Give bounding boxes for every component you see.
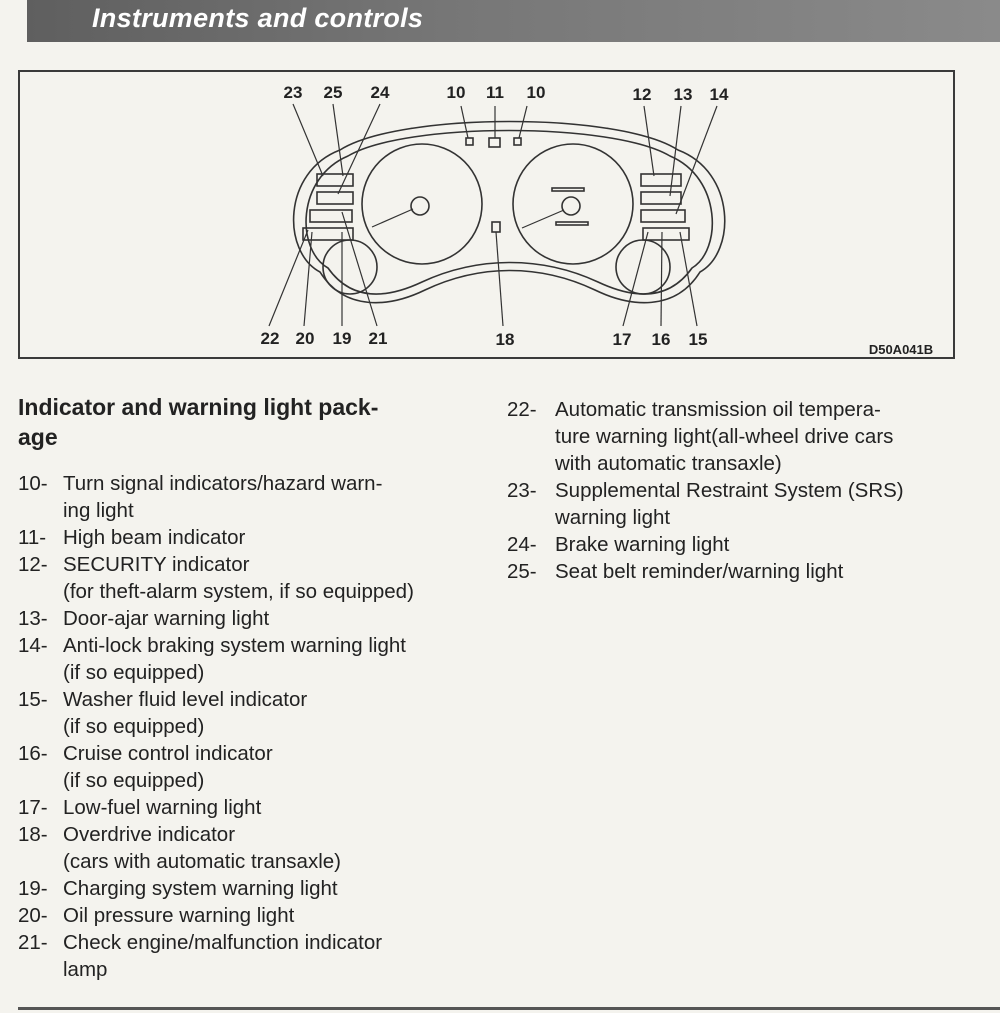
callout-13: 13 [673, 85, 693, 104]
callout-10-left: 10 [446, 83, 466, 102]
header-bar [27, 0, 1000, 42]
list-item [18, 740, 488, 794]
list-item [18, 524, 488, 551]
section-title-line1: Indicator and warning light pack- [18, 394, 379, 420]
callout-10-right: 10 [526, 83, 546, 102]
callout-12: 12 [632, 85, 652, 104]
list-item [18, 551, 488, 605]
list-item [18, 875, 488, 902]
instrument-cluster-diagram [20, 72, 957, 361]
item-number: 15- [18, 688, 48, 711]
item-text: Door-ajar warning light [63, 607, 270, 630]
item-text: Check engine/malfunction indicator lamp [63, 931, 383, 981]
item-number: 17- [18, 796, 48, 819]
callout-22: 22 [260, 329, 280, 348]
item-text: High beam indicator [63, 526, 246, 549]
item-number: 10- [18, 472, 48, 495]
list-item [507, 477, 977, 531]
list-item [18, 929, 488, 983]
indicator-box-abs [641, 210, 685, 222]
tachometer-gauge [513, 144, 633, 264]
temperature-gauge [323, 240, 377, 294]
speedometer-needle [372, 209, 413, 227]
list-item [18, 632, 488, 686]
item-number: 19- [18, 877, 48, 900]
item-number: 18- [18, 823, 48, 846]
callout-18: 18 [495, 330, 515, 349]
list-item [507, 558, 977, 585]
indicator-box-door [641, 192, 681, 204]
item-text: Overdrive indicator (cars with automatic transaxle) [63, 823, 341, 873]
item-number: 12- [18, 553, 48, 576]
item-text: Oil pressure warning light [63, 904, 295, 927]
list-item [18, 794, 488, 821]
list-item [507, 396, 977, 477]
callout-21: 21 [368, 329, 388, 348]
item-number: 22- [507, 398, 537, 421]
item-text: Anti-lock braking system warning light (if so equipped) [63, 634, 406, 684]
item-number: 16- [18, 742, 48, 765]
item-text: Supplemental Restraint System (SRS) warning light [555, 479, 904, 529]
item-number: 23- [507, 479, 537, 502]
callout-20: 20 [295, 329, 315, 348]
list-item [18, 605, 488, 632]
speedometer-hub [411, 197, 429, 215]
bottom-rule [18, 1007, 1000, 1010]
tachometer-scale-top [552, 188, 584, 191]
item-text: Automatic transmission oil tempera- ture warning light(all-wheel drive cars with automatic transaxle) [555, 398, 894, 475]
page-title: Instruments and controls [92, 3, 424, 33]
item-text: Seat belt reminder/warning light [555, 560, 844, 583]
item-text: Charging system warning light [63, 877, 338, 900]
list-item [18, 470, 488, 524]
indicator-box-oil-temp [310, 210, 352, 222]
left-column [18, 392, 488, 983]
callout-16: 16 [651, 330, 671, 349]
turn-signal-right-icon [514, 138, 521, 145]
tachometer-scale-bottom [556, 222, 588, 225]
indicator-box-security [641, 174, 681, 186]
indicator-list-left [18, 470, 488, 983]
indicator-box-oil-charge [303, 228, 353, 240]
instrument-cluster-figure [18, 70, 955, 359]
item-text: Low-fuel warning light [63, 796, 262, 819]
callout-14: 14 [709, 85, 729, 104]
indicator-box-srs-brake [317, 192, 353, 204]
item-number: 24- [507, 533, 537, 556]
callout-11: 11 [486, 83, 504, 102]
indicator-box-cruise [643, 228, 689, 240]
callout-17: 17 [612, 330, 632, 349]
item-number: 11- [18, 526, 47, 549]
turn-signal-left-icon [466, 138, 473, 145]
section-title [18, 392, 488, 452]
item-number: 14- [18, 634, 48, 657]
list-item [507, 531, 977, 558]
item-text: Brake warning light [555, 533, 730, 556]
list-item [18, 821, 488, 875]
item-number: 13- [18, 607, 48, 630]
cluster-outline [294, 122, 725, 303]
speedometer-gauge [362, 144, 482, 264]
item-text: Washer fluid level indicator (if so equipped) [63, 688, 308, 738]
indicator-list-right [507, 396, 977, 585]
callout-15: 15 [688, 330, 708, 349]
item-number: 25- [507, 560, 537, 583]
callout-24: 24 [370, 83, 390, 102]
callout-25: 25 [323, 83, 343, 102]
callout-19: 19 [332, 329, 352, 348]
item-number: 21- [18, 931, 48, 954]
item-text: SECURITY indicator (for theft-alarm system, if so equipped) [63, 553, 414, 603]
item-text: Turn signal indicators/hazard warn- ing light [63, 472, 383, 522]
item-number: 20- [18, 904, 48, 927]
high-beam-icon [489, 138, 500, 147]
right-column [507, 396, 977, 585]
list-item [18, 686, 488, 740]
list-item [18, 902, 488, 929]
section-title-line2: age [18, 424, 58, 450]
item-text: Cruise control indicator (if so equipped) [63, 742, 273, 792]
overdrive-icon [492, 222, 500, 232]
callout-23: 23 [283, 83, 303, 102]
tachometer-hub [562, 197, 580, 215]
figure-code: D50A041B [868, 342, 934, 357]
